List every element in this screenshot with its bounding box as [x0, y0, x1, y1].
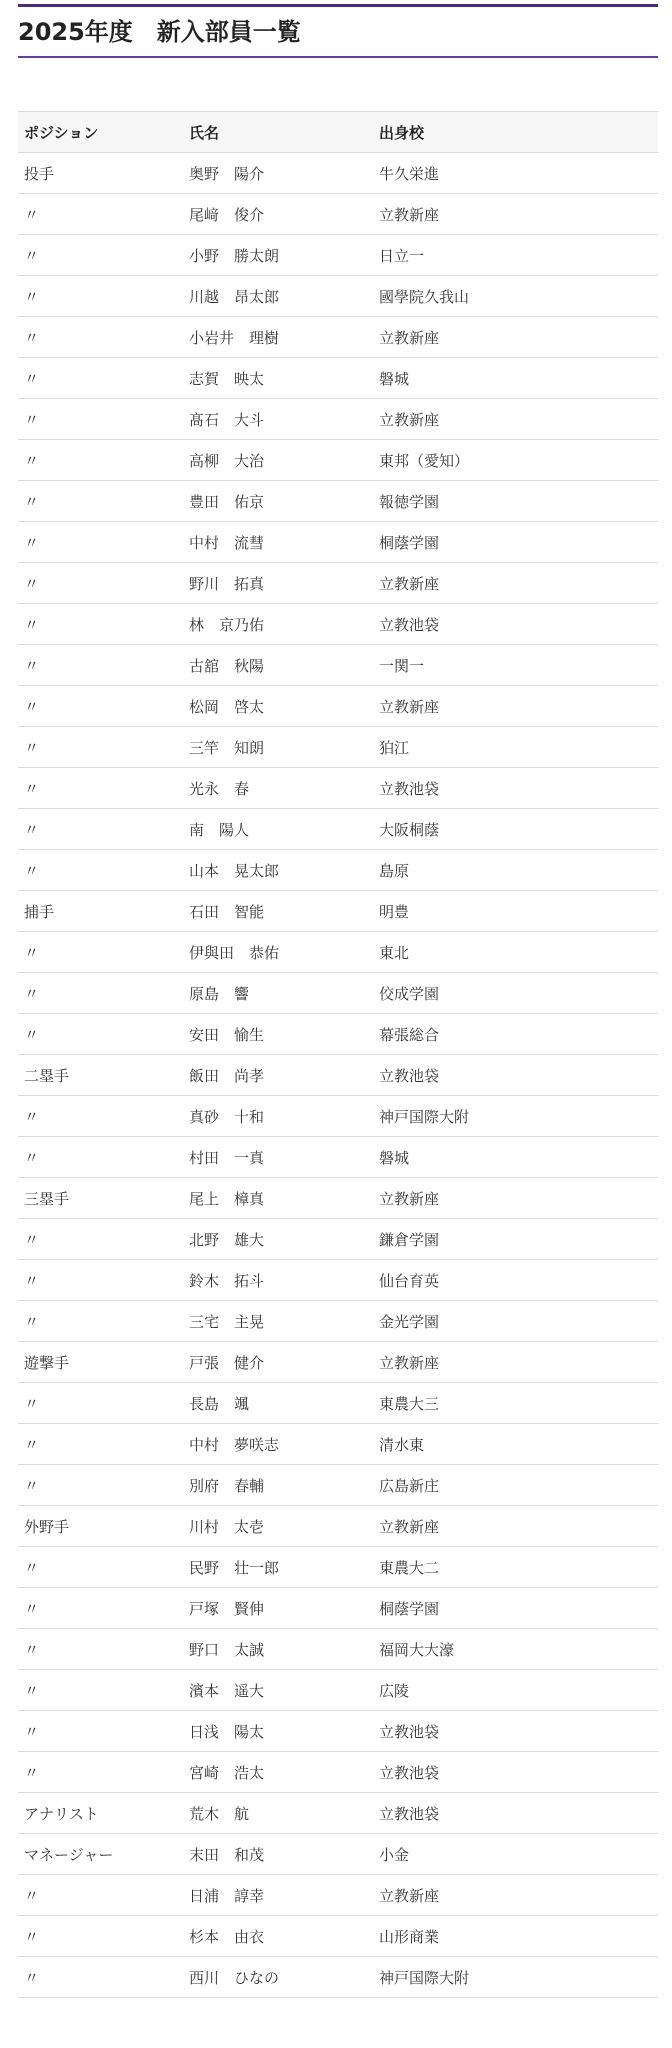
cell-school: 立教新座	[373, 1506, 658, 1547]
table-row	[18, 1055, 658, 1096]
cell-school: 桐蔭学園	[373, 522, 658, 563]
cell-school: 立教新座	[373, 317, 658, 358]
table-row	[18, 1301, 658, 1342]
cell-position: 遊撃手	[18, 1342, 183, 1383]
cell-school: 広陵	[373, 1670, 658, 1711]
table-row	[18, 1629, 658, 1670]
cell-school: 立教新座	[373, 563, 658, 604]
cell-position: 〃	[18, 1096, 183, 1137]
cell-school: 東農大二	[373, 1547, 658, 1588]
cell-name: 志賀 映太	[183, 358, 373, 399]
cell-name: 小岩井 理樹	[183, 317, 373, 358]
table-row	[18, 973, 658, 1014]
cell-position: マネージャー	[18, 1834, 183, 1875]
table-row	[18, 727, 658, 768]
header-position: ポジション	[18, 112, 183, 153]
cell-school: 報徳学園	[373, 481, 658, 522]
cell-school: 立教新座	[373, 1178, 658, 1219]
cell-name: 林 京乃佑	[183, 604, 373, 645]
cell-name: 三宅 主晃	[183, 1301, 373, 1342]
cell-name: 野口 太誠	[183, 1629, 373, 1670]
cell-position: 〃	[18, 1260, 183, 1301]
cell-position: 〃	[18, 1014, 183, 1055]
table-row	[18, 1014, 658, 1055]
table-row	[18, 1506, 658, 1547]
cell-school: 清水東	[373, 1424, 658, 1465]
table-row	[18, 645, 658, 686]
cell-school: 日立一	[373, 235, 658, 276]
cell-name: 真砂 十和	[183, 1096, 373, 1137]
cell-school: 立教池袋	[373, 1752, 658, 1793]
cell-school: 立教池袋	[373, 1055, 658, 1096]
header-school: 出身校	[373, 112, 658, 153]
cell-school: 神戸国際大附	[373, 1096, 658, 1137]
cell-name: 安田 愉生	[183, 1014, 373, 1055]
cell-position: 〃	[18, 809, 183, 850]
cell-name: 石田 智能	[183, 891, 373, 932]
cell-name: 日浅 陽太	[183, 1711, 373, 1752]
cell-position: 〃	[18, 645, 183, 686]
cell-position: 外野手	[18, 1506, 183, 1547]
cell-position: 〃	[18, 973, 183, 1014]
cell-name: 末田 和茂	[183, 1834, 373, 1875]
cell-name: 中村 夢咲志	[183, 1424, 373, 1465]
table-row	[18, 235, 658, 276]
table-row	[18, 1957, 658, 1998]
table-row	[18, 686, 658, 727]
table-row	[18, 1834, 658, 1875]
cell-position: 〃	[18, 1137, 183, 1178]
cell-school: 明豊	[373, 891, 658, 932]
cell-school: 福岡大大濠	[373, 1629, 658, 1670]
table-header-row	[18, 112, 658, 153]
cell-school: 幕張総合	[373, 1014, 658, 1055]
table-row	[18, 1383, 658, 1424]
cell-school: 佼成学園	[373, 973, 658, 1014]
cell-position: 〃	[18, 235, 183, 276]
cell-position: 〃	[18, 522, 183, 563]
table-row	[18, 768, 658, 809]
cell-school: 立教池袋	[373, 768, 658, 809]
cell-name: 高柳 大治	[183, 440, 373, 481]
cell-name: 濱本 遥大	[183, 1670, 373, 1711]
cell-name: 小野 勝太朗	[183, 235, 373, 276]
cell-position: 〃	[18, 932, 183, 973]
cell-name: 尾﨑 俊介	[183, 194, 373, 235]
cell-school: 広島新庄	[373, 1465, 658, 1506]
cell-name: 日浦 諄幸	[183, 1875, 373, 1916]
roster-table-container	[18, 111, 658, 1998]
cell-school: 磐城	[373, 358, 658, 399]
table-row	[18, 440, 658, 481]
cell-name: 三竿 知朗	[183, 727, 373, 768]
table-row	[18, 1342, 658, 1383]
cell-position: 〃	[18, 440, 183, 481]
cell-position: 〃	[18, 686, 183, 727]
cell-school: 小金	[373, 1834, 658, 1875]
cell-position: 〃	[18, 1424, 183, 1465]
cell-name: 古舘 秋陽	[183, 645, 373, 686]
cell-name: 西川 ひなの	[183, 1957, 373, 1998]
cell-school: 立教新座	[373, 686, 658, 727]
cell-name: 光永 春	[183, 768, 373, 809]
cell-position: 二塁手	[18, 1055, 183, 1096]
table-row	[18, 1916, 658, 1957]
cell-name: 南 陽人	[183, 809, 373, 850]
table-row	[18, 481, 658, 522]
table-row	[18, 276, 658, 317]
cell-position: 〃	[18, 1219, 183, 1260]
cell-school: 桐蔭学園	[373, 1588, 658, 1629]
cell-position: 〃	[18, 1916, 183, 1957]
table-row	[18, 194, 658, 235]
cell-name: 川村 太壱	[183, 1506, 373, 1547]
table-row	[18, 1260, 658, 1301]
table-row	[18, 1711, 658, 1752]
cell-name: 宮崎 浩太	[183, 1752, 373, 1793]
table-row	[18, 1178, 658, 1219]
cell-school: 山形商業	[373, 1916, 658, 1957]
cell-name: 鈴木 拓斗	[183, 1260, 373, 1301]
table-row	[18, 1547, 658, 1588]
cell-position: 〃	[18, 317, 183, 358]
cell-position: アナリスト	[18, 1793, 183, 1834]
cell-name: 民野 壮一郎	[183, 1547, 373, 1588]
cell-name: 中村 流彗	[183, 522, 373, 563]
table-row	[18, 809, 658, 850]
table-row	[18, 891, 658, 932]
cell-name: 戸塚 賢伸	[183, 1588, 373, 1629]
cell-name: 伊與田 恭佑	[183, 932, 373, 973]
cell-position: 〃	[18, 276, 183, 317]
cell-position: 〃	[18, 1752, 183, 1793]
cell-school: 磐城	[373, 1137, 658, 1178]
cell-name: 別府 春輔	[183, 1465, 373, 1506]
cell-school: 東邦（愛知）	[373, 440, 658, 481]
cell-school: 東農大三	[373, 1383, 658, 1424]
table-row	[18, 399, 658, 440]
cell-school: 立教新座	[373, 1342, 658, 1383]
cell-name: 山本 晃太郎	[183, 850, 373, 891]
cell-position: 〃	[18, 399, 183, 440]
title-bar	[18, 4, 658, 58]
cell-name: 村田 一真	[183, 1137, 373, 1178]
header-name: 氏名	[183, 112, 373, 153]
table-row	[18, 153, 658, 194]
cell-position: 投手	[18, 153, 183, 194]
cell-name: 杉本 由衣	[183, 1916, 373, 1957]
table-row	[18, 1670, 658, 1711]
cell-position: 〃	[18, 481, 183, 522]
cell-school: 仙台育英	[373, 1260, 658, 1301]
cell-position: 〃	[18, 1301, 183, 1342]
cell-school: 金光学園	[373, 1301, 658, 1342]
cell-position: 〃	[18, 194, 183, 235]
cell-name: 長島 颯	[183, 1383, 373, 1424]
table-row	[18, 522, 658, 563]
cell-school: 鎌倉学園	[373, 1219, 658, 1260]
table-row	[18, 850, 658, 891]
cell-name: 髙石 大斗	[183, 399, 373, 440]
cell-position: 〃	[18, 563, 183, 604]
cell-school: 立教新座	[373, 1875, 658, 1916]
cell-position: 〃	[18, 1547, 183, 1588]
cell-name: 荒木 航	[183, 1793, 373, 1834]
cell-position: 〃	[18, 727, 183, 768]
roster-table	[18, 111, 658, 1998]
cell-school: 立教新座	[373, 399, 658, 440]
cell-position: 〃	[18, 358, 183, 399]
cell-position: 捕手	[18, 891, 183, 932]
cell-name: 奥野 陽介	[183, 153, 373, 194]
cell-school: 立教池袋	[373, 1711, 658, 1752]
cell-position: 〃	[18, 1957, 183, 1998]
cell-school: 神戸国際大附	[373, 1957, 658, 1998]
cell-name: 北野 雄大	[183, 1219, 373, 1260]
table-body	[18, 153, 658, 1998]
cell-school: 大阪桐蔭	[373, 809, 658, 850]
cell-position: 〃	[18, 1629, 183, 1670]
cell-position: 〃	[18, 1711, 183, 1752]
table-row	[18, 1752, 658, 1793]
cell-name: 飯田 尚孝	[183, 1055, 373, 1096]
cell-school: 牛久栄進	[373, 153, 658, 194]
table-row	[18, 1137, 658, 1178]
cell-position: 〃	[18, 604, 183, 645]
cell-name: 戸張 健介	[183, 1342, 373, 1383]
cell-position: 〃	[18, 1383, 183, 1424]
cell-name: 原島 響	[183, 973, 373, 1014]
table-row	[18, 1588, 658, 1629]
table-row	[18, 1096, 658, 1137]
cell-name: 豊田 佑京	[183, 481, 373, 522]
table-row	[18, 358, 658, 399]
cell-name: 尾上 樟真	[183, 1178, 373, 1219]
cell-position: 〃	[18, 1465, 183, 1506]
cell-school: 一関一	[373, 645, 658, 686]
cell-school: 立教新座	[373, 194, 658, 235]
cell-position: 〃	[18, 1670, 183, 1711]
cell-position: 〃	[18, 850, 183, 891]
table-row	[18, 1465, 658, 1506]
cell-school: 狛江	[373, 727, 658, 768]
cell-position: 〃	[18, 768, 183, 809]
table-row	[18, 604, 658, 645]
table-row	[18, 1875, 658, 1916]
table-row	[18, 317, 658, 358]
cell-school: 島原	[373, 850, 658, 891]
cell-school: 東北	[373, 932, 658, 973]
cell-position: 三塁手	[18, 1178, 183, 1219]
cell-name: 野川 拓真	[183, 563, 373, 604]
cell-position: 〃	[18, 1588, 183, 1629]
cell-position: 〃	[18, 1875, 183, 1916]
cell-name: 松岡 啓太	[183, 686, 373, 727]
cell-name: 川越 昂太郎	[183, 276, 373, 317]
cell-school: 國學院久我山	[373, 276, 658, 317]
table-row	[18, 1424, 658, 1465]
cell-school: 立教池袋	[373, 604, 658, 645]
table-row	[18, 932, 658, 973]
table-row	[18, 563, 658, 604]
page-title: 2025年度 新入部員一覧	[18, 18, 301, 46]
table-row	[18, 1219, 658, 1260]
cell-school: 立教池袋	[373, 1793, 658, 1834]
table-row	[18, 1793, 658, 1834]
